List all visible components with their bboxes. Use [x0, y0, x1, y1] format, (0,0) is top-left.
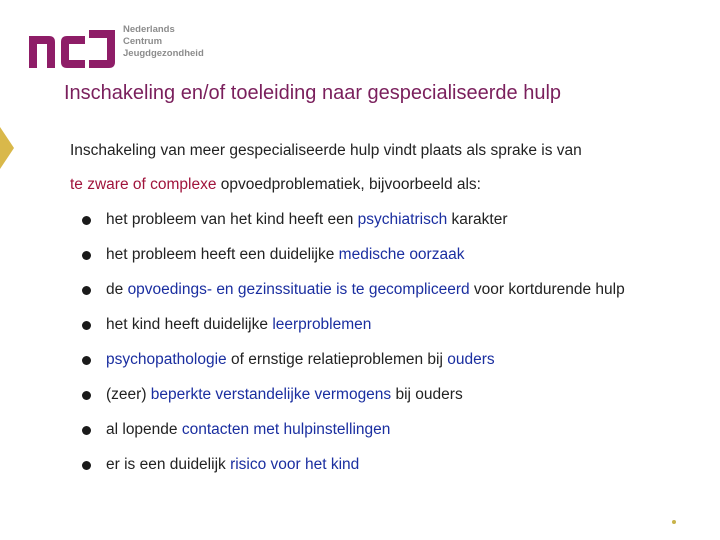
logo-line-3: Jeugdgezondheid — [123, 48, 204, 59]
bullet-dot-icon — [82, 286, 91, 295]
ncj-logo-text — [123, 24, 204, 60]
list-item: er is een duidelijk risico voor het kind — [80, 455, 625, 490]
list-item: (zeer) beperkte verstandelijke vermogens bij ouders — [80, 385, 625, 420]
intro-line-1: Inschakeling van meer gespecialiseerde hulp vindt plaats als sprake is van — [70, 142, 582, 159]
bullet-dot-icon — [82, 251, 91, 260]
corner-dot — [672, 520, 676, 524]
intro-rest: opvoedproblematiek, bijvoorbeeld als: — [216, 176, 481, 193]
bullet-dot-icon — [82, 461, 91, 470]
side-arrow-icon — [0, 127, 14, 169]
intro-line-2 — [70, 176, 481, 194]
intro-highlight: te zware of complexe — [70, 176, 217, 193]
logo-line-1: Nederlands — [123, 24, 175, 35]
bullet-dot-icon — [82, 426, 91, 435]
bullet-dot-icon — [82, 356, 91, 365]
list-item: het kind heeft duidelijke leerproblemen — [80, 315, 625, 350]
list-item: psychopathologie of ernstige relatieproblemen bij ouders — [80, 350, 625, 385]
slide-title: Inschakeling en/of toeleiding naar gespecialiseerde hulp — [64, 82, 562, 104]
list-item: al lopende contacten met hulpinstellingen — [80, 420, 625, 455]
list-item: de opvoedings- en gezinssituatie is te gecompliceerd voor kortdurende hulp — [80, 280, 625, 315]
bullet-dot-icon — [82, 216, 91, 225]
bullet-dot-icon — [82, 391, 91, 400]
ncj-logo-mark — [27, 30, 117, 70]
bullet-list — [80, 210, 625, 490]
list-item: het probleem van het kind heeft een psychiatrisch karakter — [80, 210, 625, 245]
list-item: het probleem heeft een duidelijke medische oorzaak — [80, 245, 625, 280]
bullet-dot-icon — [82, 321, 91, 330]
logo-line-2: Centrum — [123, 36, 163, 47]
